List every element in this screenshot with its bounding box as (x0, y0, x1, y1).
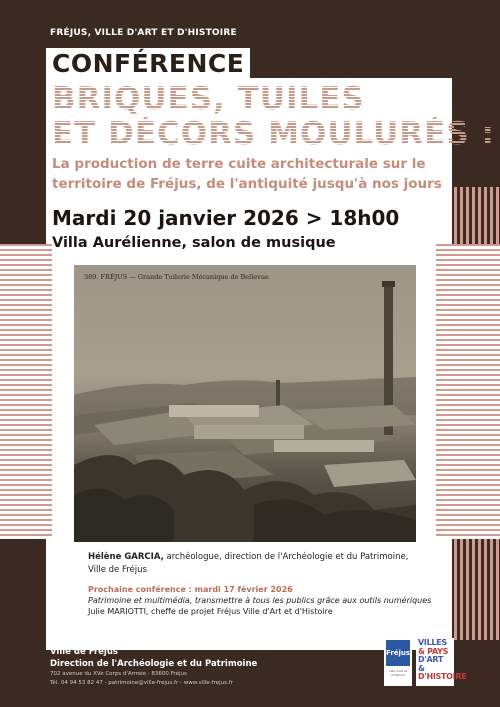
villes-logo-line-1: VILLES (418, 638, 447, 647)
title-line-1: BRIQUES, TUILES (52, 81, 365, 117)
event-venue: Villa Aurélienne, salon de musique (52, 235, 336, 251)
frejus-logo-text: Fréjus (386, 640, 410, 666)
villes-logo-line-3: D'ART & (418, 655, 444, 673)
frejus-logo-subtext: ville d'art et d'histoire (388, 669, 408, 677)
next-conference-title: Patrimoine et multimédia, transmettre à tous les publics grâce aux outils numériques (88, 596, 432, 605)
decor-stripes-right (436, 244, 500, 539)
footer (50, 647, 257, 688)
historic-photo (74, 265, 416, 542)
event-date: Mardi 20 janvier 2026 > 18h00 (52, 206, 400, 230)
footer-contact: Tél. 04 94 53 82 47 - patrimoine@ville-frejus.fr - www.ville-frejus.fr (50, 680, 233, 686)
photo-caption: 389. FRÉJUS — Grande Tuilerie Mécanique de Bellevue (84, 273, 269, 281)
next-conference-speaker: Julie MARIOTTI, cheffe de projet Fréjus Ville d'Art et d'Histoire (88, 607, 333, 616)
speaker-role: archéologue, direction de l'Archéologie et du Patrimoine, Ville de Fréjus (88, 552, 409, 575)
factory-illustration (74, 265, 416, 542)
footer-address: 702 avenue du XVe Corps d'Armée - 83600 Fréjus (50, 671, 187, 677)
footer-city: Ville de Fréjus (50, 647, 118, 657)
villes-logo-line-4: D'HISTOIRE (418, 672, 467, 681)
footer-department: Direction de l'Archéologie et du Patrimoine (50, 659, 258, 669)
conference-label-box (46, 48, 250, 78)
conference-label: CONFÉRENCE (52, 49, 245, 78)
villes-art-histoire-logo (416, 638, 467, 686)
decor-stripes-left (0, 244, 52, 539)
speaker-name: Hélène GARCIA, (88, 552, 164, 562)
villes-logo-line-2: & PAYS (418, 646, 449, 656)
next-conference-label: Prochaine conférence : mardi 17 février 2026 (88, 585, 293, 594)
title-line-2: ET DÉCORS MOULURÉS : (52, 116, 495, 152)
speaker-credit (88, 551, 428, 577)
kicker: FRÉJUS, VILLE D'ART ET D'HISTOIRE (50, 28, 237, 38)
subtitle: La production de terre cuite architecturale sur le territoire de Fréjus, de l'antiquité jusqu'à nos jours (52, 156, 442, 192)
frejus-logo (384, 638, 412, 686)
next-conference (88, 584, 438, 617)
